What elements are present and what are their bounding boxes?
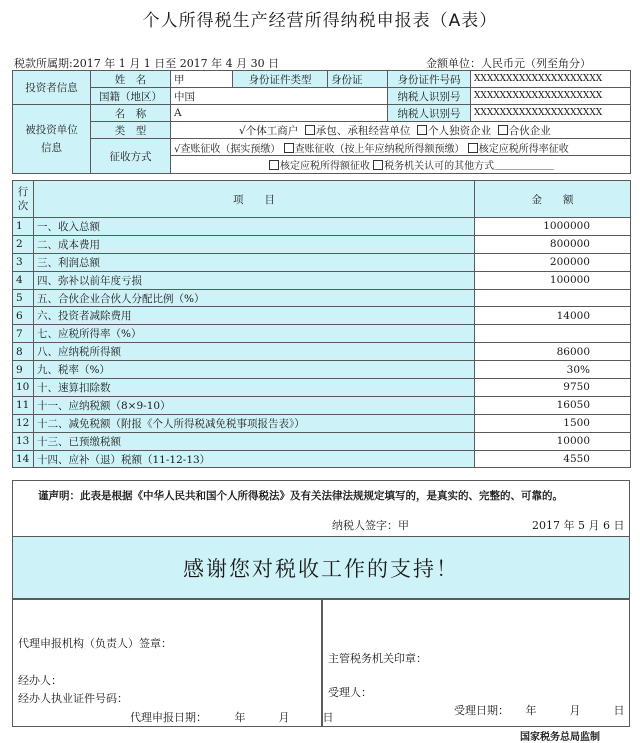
authority-seal[interactable]: 主管税务机关印章： (328, 652, 427, 665)
row-number: 1 (13, 218, 34, 236)
unit-type-label: 类 型 (91, 122, 171, 139)
row-number: 2 (13, 235, 34, 253)
id-number-label: 身份证件号码 (388, 71, 471, 88)
row-item: 四、弥补以前年度亏损 (34, 271, 475, 289)
collection-option-rate[interactable]: 核定应税所得率征收 (468, 144, 569, 155)
taxpayer-signature[interactable]: 纳税人签字：甲 (332, 519, 409, 532)
collection-options-line2 (171, 156, 631, 174)
table-row (13, 253, 631, 271)
id-type-label: 身份证件类型 (233, 71, 328, 88)
row-number: 6 (13, 307, 34, 325)
col-header-row-no: 行 次 (13, 181, 34, 218)
unit-taxpayer-id-value: XXXXXXXXXXXXXXXXXXXX (471, 105, 631, 122)
thanks-banner: 感谢您对税收工作的支持！ (183, 557, 459, 581)
investor-section-label: 投资者信息 (13, 71, 91, 105)
unit-taxpayer-id-label: 纳税人识别号 (388, 105, 471, 122)
investor-name-label: 姓 名 (91, 71, 171, 88)
row-number: 3 (13, 253, 34, 271)
row-item: 八、应纳税所得额 (34, 343, 475, 361)
declaration-date: 2017 年 5 月 6 日 (532, 519, 625, 532)
row-item: 十三、已预缴税额 (34, 432, 475, 450)
id-type-value: 身份证 (328, 71, 388, 88)
investor-taxpayer-id-value: XXXXXXXXXXXXXXXXXXXX (471, 88, 631, 105)
row-number: 9 (13, 361, 34, 379)
row-amount[interactable]: 16050 (475, 396, 631, 414)
row-amount[interactable]: 86000 (475, 343, 631, 361)
nationality-value: 中国 (171, 88, 388, 105)
row-item: 十二、减免税额（附报《个人所得税减免税事项报告表》） (34, 414, 475, 432)
table-row (13, 414, 631, 432)
table-row (13, 235, 631, 253)
footer-supervisor: 国家税务总局监制 (520, 732, 600, 743)
row-amount[interactable]: 4550 (475, 450, 631, 468)
row-item: 二、成本费用 (34, 235, 475, 253)
id-number-value: XXXXXXXXXXXXXXXXXXXX (471, 71, 631, 88)
agent-handler-cert[interactable]: 经办人执业证件号码： (18, 692, 128, 705)
agent-handler[interactable]: 经办人： (18, 674, 62, 687)
info-table (12, 70, 631, 174)
type-option-sole-proprietorship[interactable]: 个人独资企业 (417, 125, 491, 137)
table-row (13, 289, 631, 307)
row-amount[interactable]: 14000 (475, 307, 631, 325)
row-amount[interactable]: 100000 (475, 271, 631, 289)
row-item: 一、收入总额 (34, 218, 475, 236)
collection-method-label: 征收方式 (91, 139, 171, 174)
agent-box (12, 598, 323, 727)
table-row (13, 432, 631, 450)
checkbox-icon (468, 143, 478, 153)
type-option-contract[interactable]: 承包、承租经营单位 (305, 125, 411, 137)
table-row (13, 450, 631, 468)
unit-type-options (171, 122, 631, 139)
nationality-label: 国籍（地区） (91, 88, 171, 105)
row-amount[interactable]: 800000 (475, 235, 631, 253)
row-amount[interactable] (475, 325, 631, 343)
row-item: 七、应税所得率（%） (34, 325, 475, 343)
table-row (13, 379, 631, 397)
row-amount[interactable]: 200000 (475, 253, 631, 271)
row-item: 六、投资者减除费用 (34, 307, 475, 325)
col-header-amount: 金 额 (475, 181, 631, 218)
row-number: 14 (13, 450, 34, 468)
checkbox-icon (373, 160, 383, 170)
checkbox-icon (305, 125, 315, 135)
form-title: 个人所得税生产经营所得纳税申报表（A表） (142, 11, 498, 31)
authority-receiver[interactable]: 受理人： (328, 686, 372, 699)
row-amount[interactable]: 9750 (475, 379, 631, 397)
row-number: 12 (13, 414, 34, 432)
amount-unit: 金额单位：人民币元（列至角分） (426, 57, 591, 70)
row-number: 5 (13, 289, 34, 307)
row-item: 十、速算扣除数 (34, 379, 475, 397)
collection-option-fixed-amount[interactable]: 核定应税所得额征收 (269, 161, 370, 172)
row-number: 11 (13, 396, 34, 414)
type-option-individual[interactable]: √个体工商户 (239, 124, 299, 137)
table-row (13, 343, 631, 361)
investor-taxpayer-id-label: 纳税人识别号 (388, 88, 471, 105)
unit-name-label: 名 称 (91, 105, 171, 122)
declaration-text: 谨声明：此表是根据《中华人民共和国个人所得税法》及有关法律法规规定填写的，是真实的、完整的、可靠的。 (38, 490, 563, 502)
tax-period: 税款所属期:2017 年 1 月 1 日至 2017 年 4 月 30 日 (14, 57, 280, 70)
row-item: 九、税率（%） (34, 361, 475, 379)
table-row (13, 396, 631, 414)
table-row (13, 271, 631, 289)
authority-date: 受理日期： 年 月 日 (454, 704, 625, 717)
type-option-partnership[interactable]: 合伙企业 (498, 125, 551, 137)
row-number: 13 (13, 432, 34, 450)
row-amount[interactable]: 10000 (475, 432, 631, 450)
investor-name-value: 甲 (171, 71, 233, 88)
row-number: 4 (13, 271, 34, 289)
table-row (13, 218, 631, 236)
row-item: 十一、应纳税额（8×9-10） (34, 396, 475, 414)
row-amount[interactable]: 1500 (475, 414, 631, 432)
checkbox-icon (284, 143, 294, 153)
collection-option-audit-prior-year[interactable]: 查账征收（按上年应纳税所得额预缴） (284, 144, 465, 155)
table-row (13, 307, 631, 325)
checkbox-icon (498, 125, 508, 135)
items-table (12, 180, 631, 468)
row-amount[interactable]: 30% (475, 361, 631, 379)
row-number: 10 (13, 379, 34, 397)
row-amount[interactable]: 1000000 (475, 218, 631, 236)
row-item: 五、合伙企业合伙人分配比例（%） (34, 289, 475, 307)
agent-org-sign[interactable]: 代理申报机构（负责人）签章： (18, 637, 172, 650)
row-amount[interactable] (475, 289, 631, 307)
table-row (13, 325, 631, 343)
collection-option-audit-actual[interactable]: √查账征收（据实预缴） (174, 143, 281, 155)
row-item: 三、利润总额 (34, 253, 475, 271)
row-number: 7 (13, 325, 34, 343)
unit-name-value: A (171, 105, 388, 122)
collection-options-line1 (171, 139, 631, 156)
row-number: 8 (13, 343, 34, 361)
collection-option-other[interactable]: 税务机关认可的其他方式＿＿＿＿＿＿ (373, 161, 554, 172)
row-item: 十四、应补（退）税额（11-12-13） (34, 450, 475, 468)
invested-unit-section-label: 被投资单位 信息 (13, 105, 91, 174)
agent-date: 代理申报日期： 年 月 日 (130, 711, 334, 724)
col-header-item: 项 目 (34, 181, 475, 218)
table-row (13, 361, 631, 379)
checkbox-icon (417, 125, 427, 135)
checkbox-icon (269, 160, 279, 170)
